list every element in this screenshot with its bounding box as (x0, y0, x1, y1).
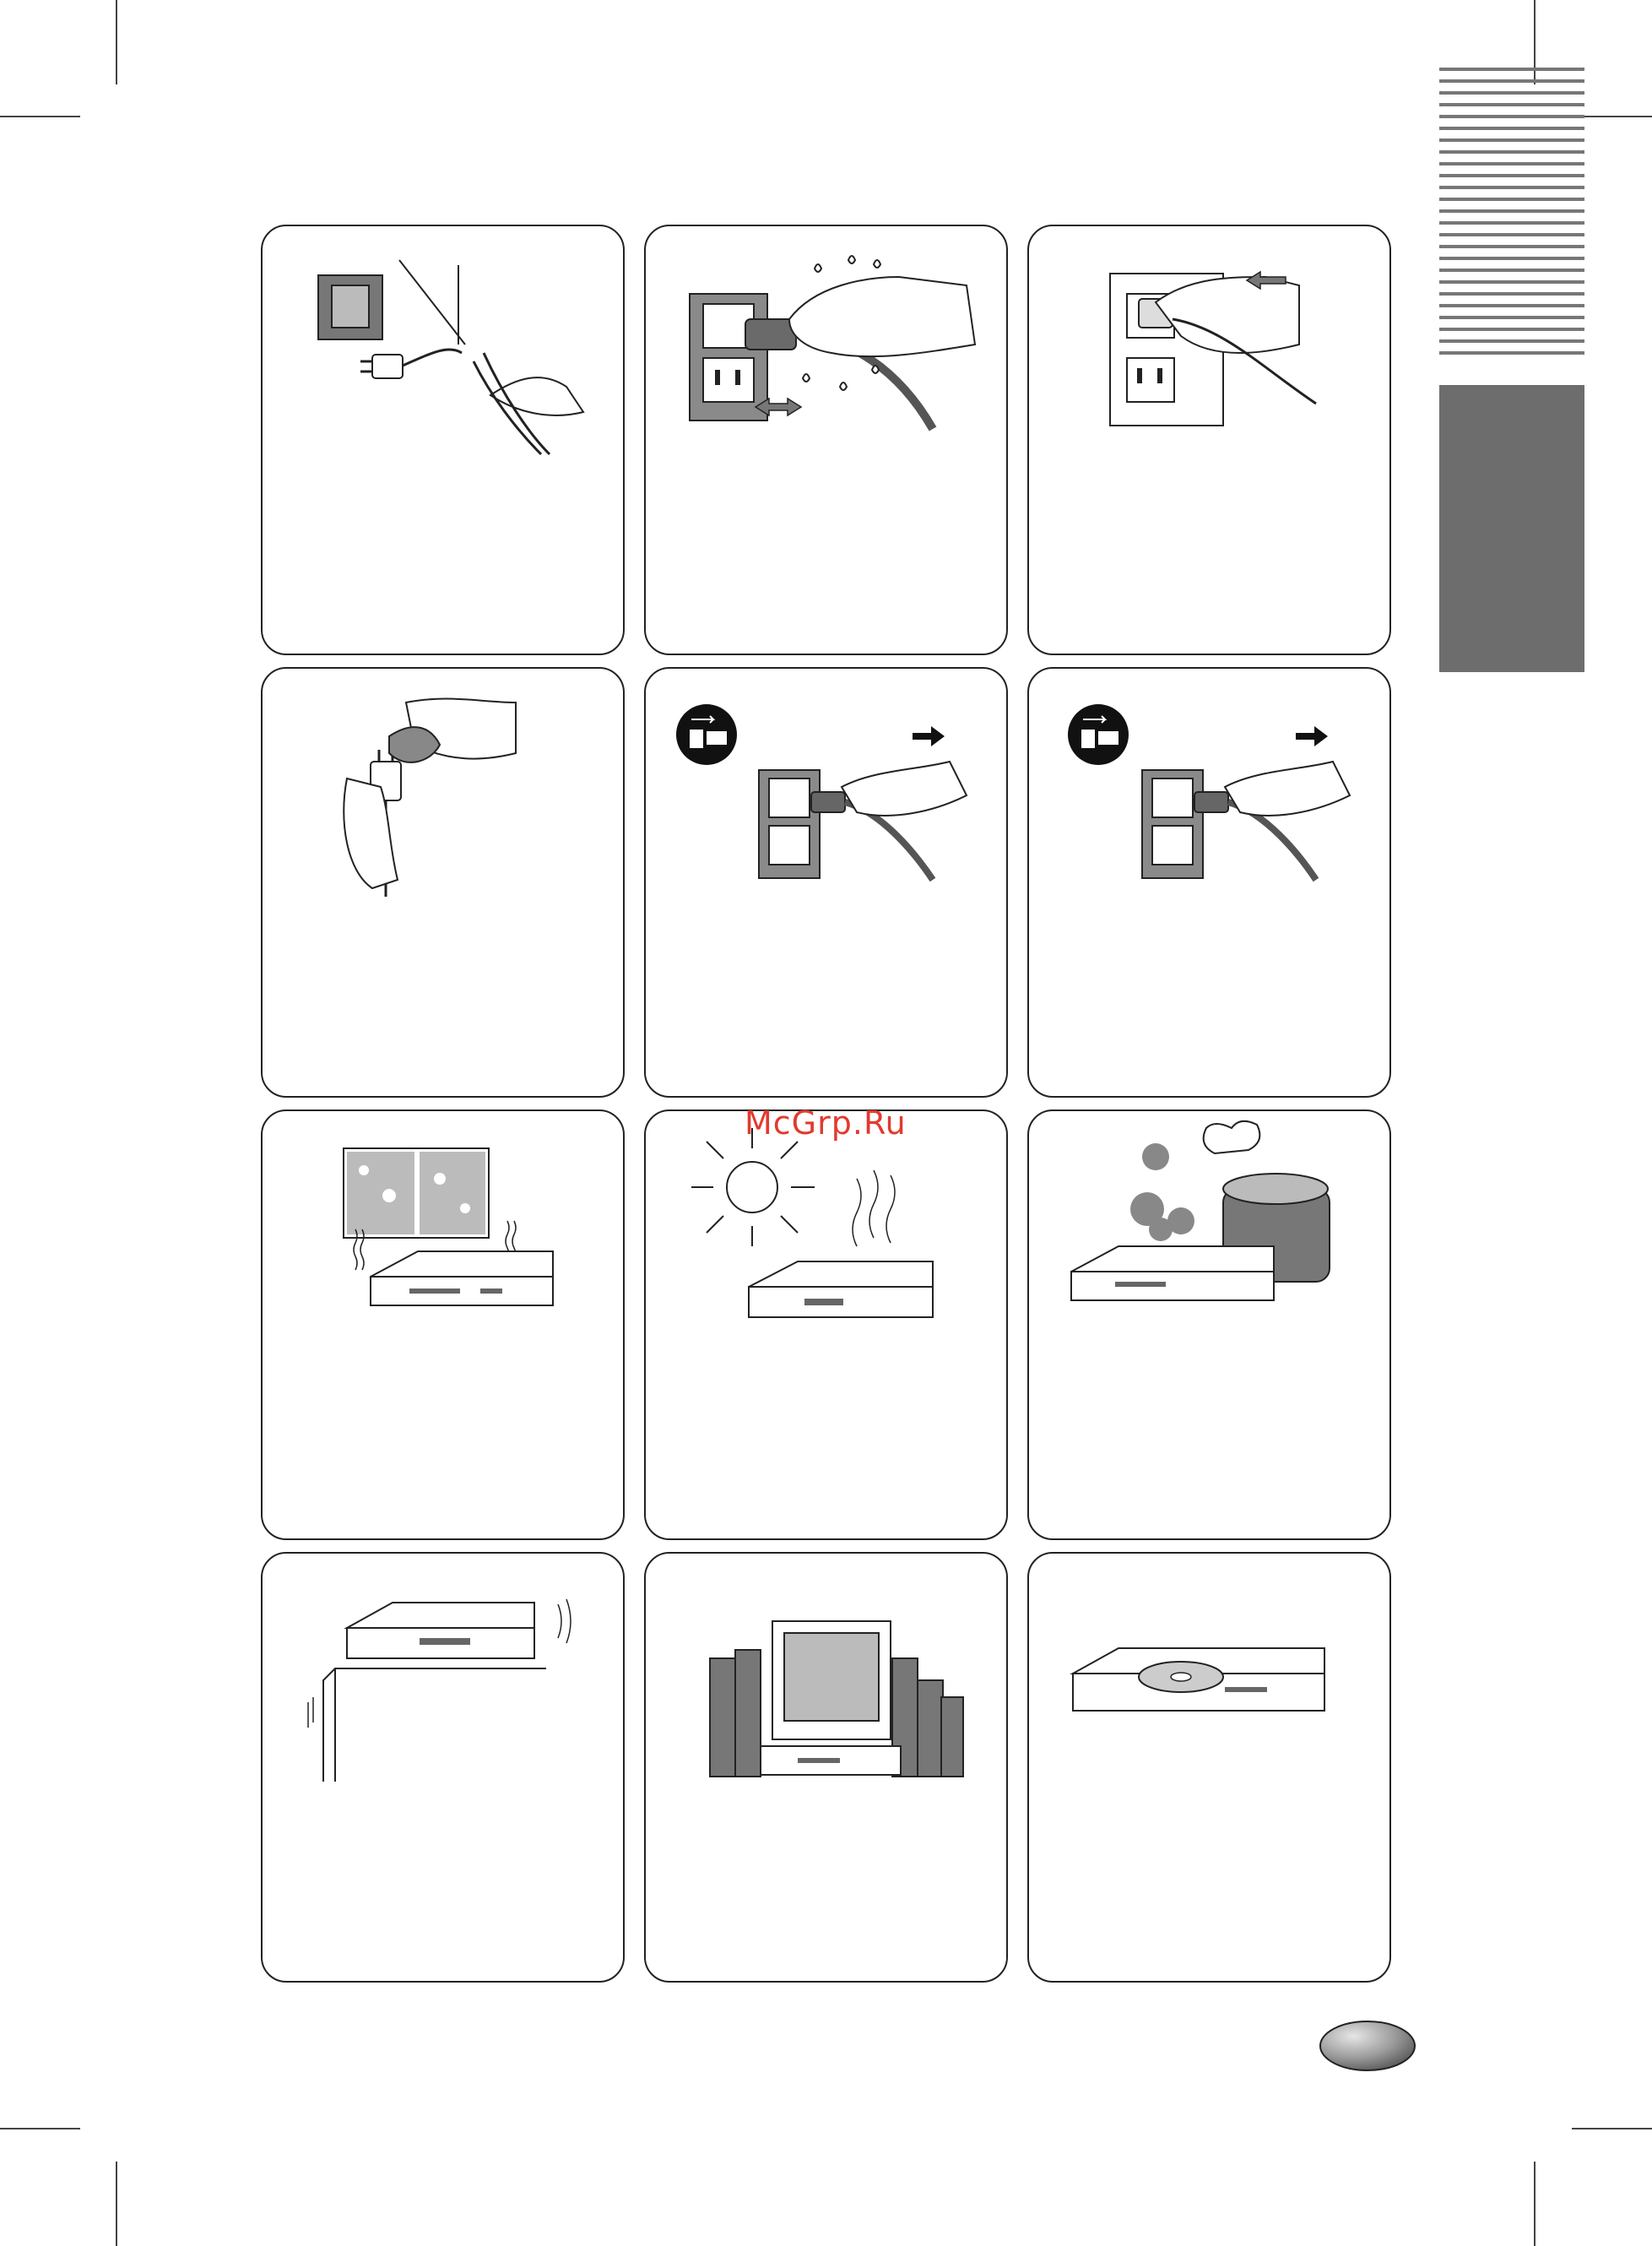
crop-mark (116, 0, 117, 84)
panel-cold-window (261, 1109, 625, 1540)
sun-icon (691, 1128, 815, 1246)
side-stripes (1439, 66, 1584, 360)
dvd-player-icon (371, 1251, 553, 1305)
dvd-player-icon (1071, 1246, 1274, 1300)
plug-icon (360, 350, 462, 378)
panel-unstable-surface (261, 1552, 625, 1983)
hand-icon (474, 353, 583, 454)
wall-adapter-icon (318, 260, 465, 344)
hand-icon (789, 277, 975, 356)
wall-outlet-icon (1142, 770, 1203, 878)
crop-mark (0, 2128, 80, 2129)
crop-mark (116, 2162, 117, 2246)
panel-humidifier (1027, 1109, 1391, 1540)
wall-outlet-icon (759, 770, 820, 878)
panel-damaged-cord (261, 225, 625, 655)
unplug-symbol-icon (1068, 704, 1129, 765)
table-icon (323, 1668, 546, 1782)
panel-disc-tray (1027, 1552, 1391, 1983)
tv-icon (772, 1621, 891, 1739)
panel-unplug-2 (1027, 667, 1391, 1098)
panel-ventilation (644, 1552, 1008, 1983)
watermark: McGrp.Ru (745, 1104, 907, 1142)
dvd-player-icon (761, 1746, 901, 1775)
wall-outlet-icon (690, 294, 767, 420)
heat-waves-icon (853, 1170, 895, 1246)
crop-mark (1572, 2128, 1652, 2129)
hand-icon (1225, 762, 1350, 816)
unplug-symbol-icon (676, 704, 737, 765)
crop-mark (0, 116, 80, 117)
crop-mark (1534, 2162, 1536, 2246)
dvd-player-icon (347, 1603, 534, 1658)
dust-icon (1130, 1143, 1194, 1241)
panel-insert-plug (1027, 225, 1391, 655)
arrow-right-icon (1296, 726, 1328, 746)
page-number-oval (1319, 2020, 1416, 2072)
hand-icon (344, 699, 516, 888)
hand-icon (842, 762, 967, 816)
disc-icon (1139, 1662, 1223, 1692)
panel-wet-hands (644, 225, 1008, 655)
panel-sunlight (644, 1109, 1008, 1540)
panel-clean-plug (261, 667, 625, 1098)
section-tab (1439, 385, 1584, 672)
dvd-player-icon (749, 1261, 933, 1317)
window-icon (344, 1148, 489, 1238)
arrow-right-icon (913, 726, 945, 746)
panel-unplug-1 (644, 667, 1008, 1098)
